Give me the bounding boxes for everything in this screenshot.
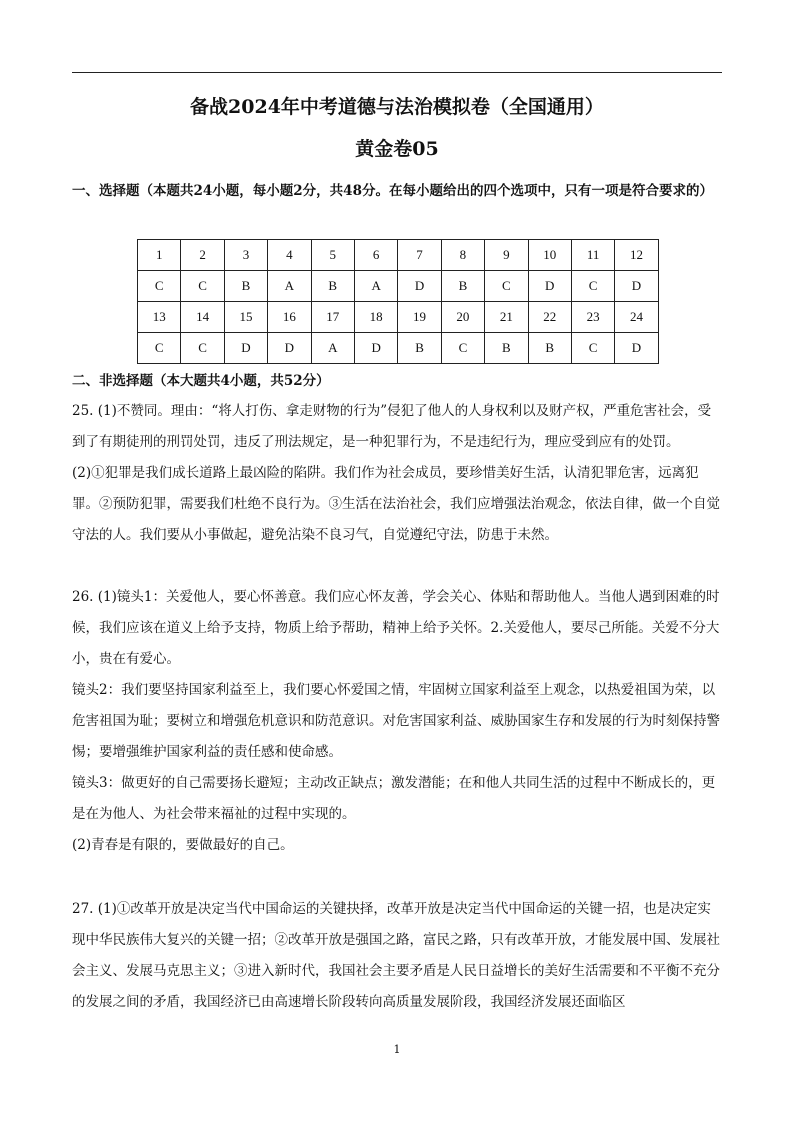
answer-table-cell: D — [268, 333, 311, 364]
answer-table-cell: 1 — [138, 240, 181, 271]
answer-table-cell: 7 — [398, 240, 441, 271]
q26-part1: 26. (1)镜头1：关爱他人，要心怀善意。我们应心怀友善，学会关心、体贴和帮助他人。当他人遇到困难的时候，我们应该在道义上给予支持，物质上给予帮助，精神上给予关怀。2.关爱他人，要尽己所能。关爱不分大小，贵在有爱心。 — [72, 589, 720, 667]
answer-table-cell: 10 — [528, 240, 571, 271]
answer-table-row — [138, 240, 659, 271]
page-number: 1 — [393, 1043, 401, 1056]
answer-table-cell: 11 — [571, 240, 614, 271]
answer-table-cell: 17 — [311, 302, 354, 333]
section1-heading: 一、选择题（本题共24小题，每小题2分，共48分。在每小题给出的四个选项中，只有一项是符合要求的） — [72, 183, 713, 199]
answer-table — [137, 239, 659, 364]
answer-table-cell: A — [354, 271, 397, 302]
top-rule — [72, 72, 722, 73]
answer-table-cell: 2 — [181, 240, 224, 271]
answer-table-cell: 24 — [615, 302, 658, 333]
q26-part3: 镜头3：做更好的自己需要扬长避短；主动改正缺点；激发潜能；在和他人共同生活的过程中不断成长的，更是在为他人、为社会带来福祉的过程中实现的。 — [72, 775, 716, 822]
answer-table-cell: 16 — [268, 302, 311, 333]
answer-table-cell: C — [571, 271, 614, 302]
answer-table-cell: 13 — [138, 302, 181, 333]
section2-heading: 二、非选择题（本大题共4小题，共52分） — [72, 373, 330, 389]
answer-table-cell: B — [441, 271, 484, 302]
answer-table-cell: 15 — [224, 302, 267, 333]
answer-table-cell: B — [485, 333, 528, 364]
q26-part2: 镜头2：我们要坚持国家利益至上，我们要心怀爱国之情，牢固树立国家利益至上观念，以热爱祖国为荣，以危害祖国为耻；要树立和增强危机意识和防范意识。对危害国家利益、威胁国家生存和发展的行为时刻保持警惕；要增强维护国家利益的责任感和使命感。 — [72, 682, 720, 760]
answer-table-cell: D — [224, 333, 267, 364]
answer-table-cell: 20 — [441, 302, 484, 333]
answer-table-cell: A — [311, 333, 354, 364]
answer-table-cell: B — [311, 271, 354, 302]
answer-table-cell: 12 — [615, 240, 658, 271]
answer-table-row — [138, 302, 659, 333]
answer-table-cell: B — [224, 271, 267, 302]
answer-table-cell: D — [615, 271, 658, 302]
answer-table-cell: D — [354, 333, 397, 364]
answer-table-cell: 5 — [311, 240, 354, 271]
answer-table-cell: 23 — [571, 302, 614, 333]
answer-table-cell: 4 — [268, 240, 311, 271]
answer-table-cell: D — [528, 271, 571, 302]
answer-table-cell: 22 — [528, 302, 571, 333]
answer-table-cell: 18 — [354, 302, 397, 333]
answer-table-cell: A — [268, 271, 311, 302]
answer-table-cell: 3 — [224, 240, 267, 271]
answer-table-cell: B — [398, 333, 441, 364]
q26-part4: (2)青春是有限的，要做最好的自己。 — [72, 837, 294, 853]
answer-table-cell: C — [441, 333, 484, 364]
answer-table-cell: 14 — [181, 302, 224, 333]
answer-table-cell: C — [138, 271, 181, 302]
exam-title: 备战2024年中考道德与法治模拟卷（全国通用） — [190, 96, 604, 118]
answer-table-cell: C — [571, 333, 614, 364]
answer-table-cell: 19 — [398, 302, 441, 333]
answer-table-cell: D — [615, 333, 658, 364]
answer-table-cell: 8 — [441, 240, 484, 271]
answer-table-cell: C — [138, 333, 181, 364]
q25-part1: 25. (1)不赞同。理由：“将人打伤、拿走财物的行为”侵犯了他人的人身权利以及财产权，严重危害社会，受到了有期徒刑的刑罚处罚，违反了刑法规定，是一种犯罪行为，不是违纪行为，理应受到应有的处罚。 — [72, 403, 712, 450]
q25-part2: (2)①犯罪是我们成长道路上最凶险的陷阱。我们作为社会成员，要珍惜美好生活，认清犯罪危害，远离犯罪。②预防犯罪，需要我们杜绝不良行为。③生活在法治社会，我们应增强法治观念，依法自律，做一个自觉守法的人。我们要从小事做起，避免沾染不良习气，自觉遵纪守法，防患于未然。 — [72, 465, 720, 543]
answer-table-cell: D — [398, 271, 441, 302]
answer-table-cell: 9 — [485, 240, 528, 271]
answer-table-row — [138, 333, 659, 364]
exam-subtitle: 黄金卷05 — [355, 138, 439, 160]
answer-table-cell: 6 — [354, 240, 397, 271]
answer-table-row — [138, 271, 659, 302]
answer-table-cell: 21 — [485, 302, 528, 333]
answer-table-cell: C — [181, 271, 224, 302]
answer-table-cell: C — [181, 333, 224, 364]
answer-table-cell: B — [528, 333, 571, 364]
q27-part1: 27. (1)①改革开放是决定当代中国命运的关键抉择，改革开放是决定当代中国命运的关键一招，也是决定实现中华民族伟大复兴的关键一招；②改革开放是强国之路，富民之路，只有改革开放，才能发展中国、发展社会主义、发展马克思主义；③进入新时代，我国社会主要矛盾是人民日益增长的美好生活需要和不平衡不充分的发展之间的矛盾，我国经济已由高速增长阶段转向高质量发展阶段，我国经济发展还面临区 — [72, 901, 720, 1010]
answer-table-cell: C — [485, 271, 528, 302]
